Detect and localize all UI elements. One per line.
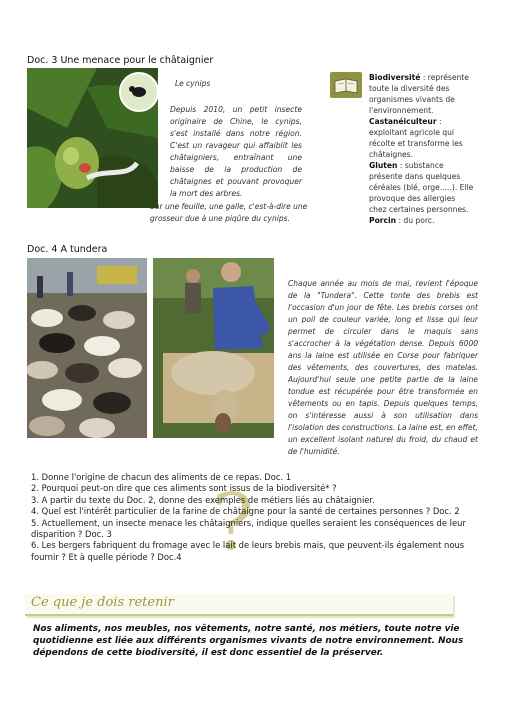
glossary-definition: : substance présente dans quelques céréales (blé, orge.....). Elle provoque des allergies chez certaines personnes. [369, 161, 474, 214]
glossary-definition: : représente toute la diversité des organismes vivants de l'environnement. [369, 73, 469, 115]
chestnut-gall-photo [27, 68, 158, 208]
cynips-label: Le cynips [175, 79, 211, 88]
sheep-flock-photo [27, 258, 147, 438]
glossary-entry [369, 116, 474, 160]
question-item: 3. A partir du texte du Doc. 2, donne des exemples de métiers liés au châtaignier. [31, 494, 375, 505]
doc3-title: Doc. 3 Une menace pour le châtaignier [27, 55, 214, 66]
retenir-text: Nos aliments, nos meubles, nos vêtements, notre santé, nos métiers, toute notre vie quotidienne est liée aux différents organismes vivants de notre environnement. Nous dépendons de cette biodiversité, il est donc essentiel de la préserver. [33, 624, 464, 658]
glossary-entry [369, 215, 474, 226]
retenir-banner [25, 594, 453, 616]
question-item: 4. Quel est l'intérêt particulier de la farine de châtaigne pour la santé de certaines personnes ? Doc. 2 [31, 506, 460, 517]
shearing-photo [153, 258, 274, 438]
glossary-term: Gluten [369, 161, 398, 170]
question-item: 5. Actuellement, un insecte menace les châtaigniers, indique quelles seraient les conséquences de leur disparition ? Doc. 3 [31, 517, 466, 540]
glossary-term: Porcin [369, 216, 397, 225]
glossary-term: Biodiversité [369, 73, 421, 82]
question-item: 6. Les bergers fabriquent du fromage avec le lait de leurs brebis mais, que peuvent-ils également nous fournir ? Et à quelle période ? Doc.4 [31, 540, 465, 562]
glossary-definition: : exploitant agricole qui récolte et transforme les châtaignes. [369, 117, 463, 159]
doc4-text: Chaque année au mois de mai, revient l'époque de la "Tundera". Cette tonte des brebis est l'occasion d'un jour de fête. Les brebis corses ont un poil de couleur variée, long et lisse qui leur permet de circuler dans le maquis sans s'accrocher à la végétation dense. Depuis 6000 ans la laine est utilisée en Corse pour fabriquer des vêtements, des couvertures, des matelas. Aujourd'hui seule une petite partie de la laine tondue est récupérée pour être transformée en vêtements ou en tapis. Depuis quelques temps, on s'intéresse aussi à son utilisation dans l'isolation des constructions. La laine est, en effet, un excellent isolant naturel du froid, du chaud et de l'humidité. [288, 279, 478, 456]
question-item: 1. Donne l'origine de chacun des aliments de ce repas. Doc. 1 [31, 472, 292, 482]
doc3-caption-1: Sur une feuille, une galle, c'est-à-dire une [150, 202, 308, 211]
doc3-text: Depuis 2010, un petit insecte originaire de Chine, le cynips, s'est installé dans notre région. C'est un ravageur qui affaiblit les châtaigniers, entraînant une baisse de la production de châtaignes et pouvant provoquer la mort des arbres. [170, 105, 302, 198]
doc3-caption-2: grosseur due à une piqûre du cynips. [150, 214, 290, 223]
question-mark-icon: ? [212, 478, 254, 568]
retenir-title: Ce que je dois retenir [31, 595, 174, 610]
book-icon [330, 72, 362, 98]
doc4-title: Doc. 4 A tundera [27, 244, 108, 255]
glossary-term: Castanéiculteur [369, 117, 437, 126]
glossary-definition: : du porc. [396, 216, 435, 225]
glossary [369, 72, 474, 226]
question-item: 2. Pourquoi peut-on dire que ces aliments sont issus de la biodiversité* ? [31, 483, 337, 494]
questions-list [31, 472, 477, 568]
glossary-entry [369, 160, 474, 215]
glossary-entry [369, 72, 474, 116]
